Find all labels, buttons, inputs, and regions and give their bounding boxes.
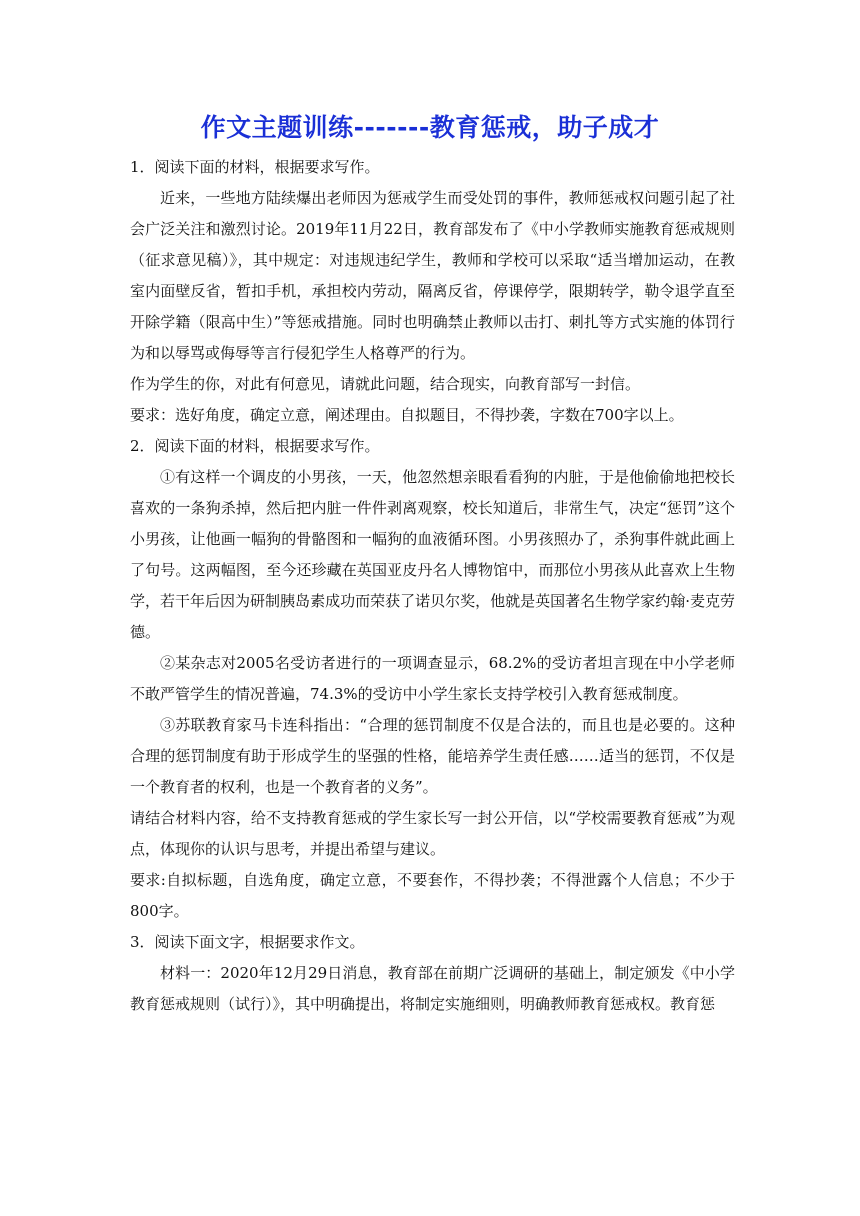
question-1-material: 近来，一些地方陆续爆出老师因为惩戒学生而受处罚的事件，教师惩戒权问题引起了社会广泛关注和激烈讨论。2019年11月22日，教育部发布了《中小学教师实施教育惩戒规则（征求意见稿）》，其中规定：对违规违纪学生，教师和学校可以采取“适当增加运动，在教室内面壁反省，暂扣手机，承担校内劳动，隔离反省，停课停学，限期转学，勒令退学直至开除学籍（限高中生）”等惩戒措施。同时也明确禁止教师以击打、刺扎等方式实施的体罚行为和以辱骂或侮辱等言行侵犯学生人格尊严的行为。 [130,189,735,362]
question-3-heading: 3．阅读下面文字，根据要求作文。 [130,933,365,951]
question-2-task: 请结合材料内容，给不支持教育惩戒的学生家长写一封公开信，以“学校需要教育惩戒”为观点，体现你的认识与思考，并提出希望与建议。 [130,809,735,858]
question-2-material-2: ②某杂志对2005名受访者进行的一项调查显示，68.2%的受访者坦言现在中小学老师不敢严管学生的情况普遍，74.3%的受访中小学生家长支持学校引入教育惩戒制度。 [130,654,735,703]
question-1-task: 作为学生的你，对此有何意见，请就此问题，结合现实，向教育部写一封信。 [130,375,641,393]
question-1-heading: 1．阅读下面的材料，根据要求写作。 [130,158,380,176]
question-3-material-1: 材料一：2020年12月29日消息，教育部在前期广泛调研的基础上，制定颁发《中小学教育惩戒规则（试行）》，其中明确提出，将制定实施细则，明确教师教育惩戒权。教育惩 [130,964,735,1013]
page-title: 作文主题训练-------教育惩戒，助子成才 [200,113,660,142]
question-2-heading: 2．阅读下面的材料，根据要求写作。 [130,437,380,455]
question-2-material-3: ③苏联教育家马卡连科指出：“合理的惩罚制度不仅是合法的，而且也是必要的。这种合理的惩罚制度有助于形成学生的坚强的性格，能培养学生责任感……适当的惩罚，不仅是一个教育者的权利，也是一个教育者的义务”。 [130,716,735,796]
document-body [130,152,735,1020]
question-2-material-1: ①有这样一个调皮的小男孩，一天，他忽然想亲眼看看狗的内脏，于是他偷偷地把校长喜欢的一条狗杀掉，然后把内脏一件件剥离观察，校长知道后，非常生气，决定“惩罚”这个小男孩，让他画一幅狗的骨骼图和一幅狗的血液循环图。小男孩照办了，杀狗事件就此画上了句号。这两幅图，至今还珍藏在英国亚皮丹名人博物馆中，而那位小男孩从此喜欢上生物学，若干年后因为研制胰岛素成功而荣获了诺贝尔奖，他就是英国著名生物学家约翰·麦克劳德。 [130,468,735,641]
question-2-requirements: 要求:自拟标题，自选角度，确定立意，不要套作，不得抄袭；不得泄露个人信息；不少于800字。 [130,871,735,920]
question-1-requirements: 要求：选好角度，确定立意，阐述理由。自拟题目，不得抄袭，字数在700字以上。 [130,406,684,424]
